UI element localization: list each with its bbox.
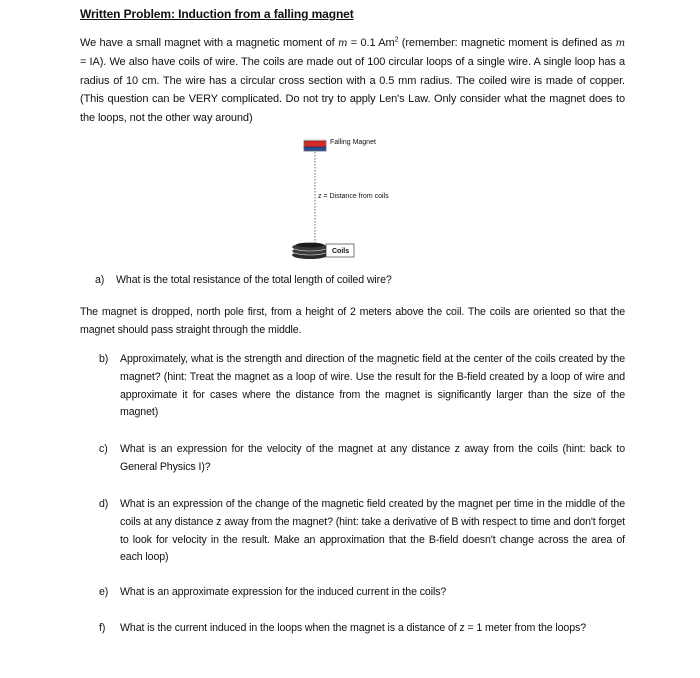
- question-label: b): [99, 353, 109, 365]
- figure-drawing: [280, 132, 480, 272]
- question-label: e): [99, 586, 109, 598]
- magnet-label: Falling Magnet: [330, 139, 376, 146]
- coils-icon: [292, 243, 328, 259]
- intro-text-2: = 0.1 Am: [350, 37, 395, 49]
- distance-label: z = Distance from coils: [318, 193, 389, 200]
- question-text: What is an approximate expression for the induced current in the coils?: [120, 586, 447, 598]
- scenario-paragraph: The magnet is dropped, north pole first, from a height of 2 meters above the coil. The coils are oriented so that the magnet should pass straight through the middle.: [80, 306, 625, 336]
- unit-exponent: 2: [394, 36, 399, 44]
- question-label: f): [99, 622, 106, 634]
- intro-text-1: We have a small magnet with a magnetic moment of: [80, 37, 335, 49]
- question-label: d): [99, 498, 109, 510]
- question-label: a): [95, 274, 105, 286]
- magnet-icon: [304, 140, 326, 151]
- question-text: What is the current induced in the loops when the magnet is a distance of z = 1 meter from the loops?: [120, 622, 586, 634]
- page-title: Written Problem: Induction from a falling magnet: [80, 7, 354, 21]
- falling-magnet-figure: [280, 132, 480, 272]
- question-text: What is an expression for the velocity of the magnet at any distance z away from the coils (hint: back to General Physics I)?: [120, 443, 625, 473]
- question-label: c): [99, 443, 108, 455]
- coils-label: Coils: [332, 248, 350, 255]
- moment-symbol-2: m: [615, 38, 625, 49]
- question-text: Approximately, what is the strength and direction of the magnetic field at the center of the coils created by the magnet? (hint: Treat the magnet as a loop of wire. Use the result for the B-field created by a loop of wire and approximate it for cases where the distance from the magnet is significantly larger than the size of the magnet): [120, 353, 625, 419]
- question-text: What is an expression of the change of the magnetic field created by the magnet per time in the middle of the coils at any distance z away from the magnet? (hint: take a derivative of B with respect to time and don't forget to look for velocity in the result. Make an approximation that the B-field doesn't change across the area of each loop): [120, 498, 625, 564]
- moment-symbol: m: [337, 38, 348, 49]
- intro-text-3: (remember: magnetic moment is defined as: [401, 37, 613, 49]
- intro-paragraph: [80, 34, 625, 127]
- intro-text-4: = IA). We also have coils of wire. The coils are made out of 100 circular loops of a single wire. A single loop has a radius of 10 cm. The wire has a circular cross section with a 0.5 mm radius. The coiled wire is made of copper. (This question can be VERY complicated. Do not try to apply Len's Law. Only consider what the magnet does to the loops, not the other way around): [80, 56, 625, 124]
- question-text: What is the total resistance of the total length of coiled wire?: [116, 274, 392, 286]
